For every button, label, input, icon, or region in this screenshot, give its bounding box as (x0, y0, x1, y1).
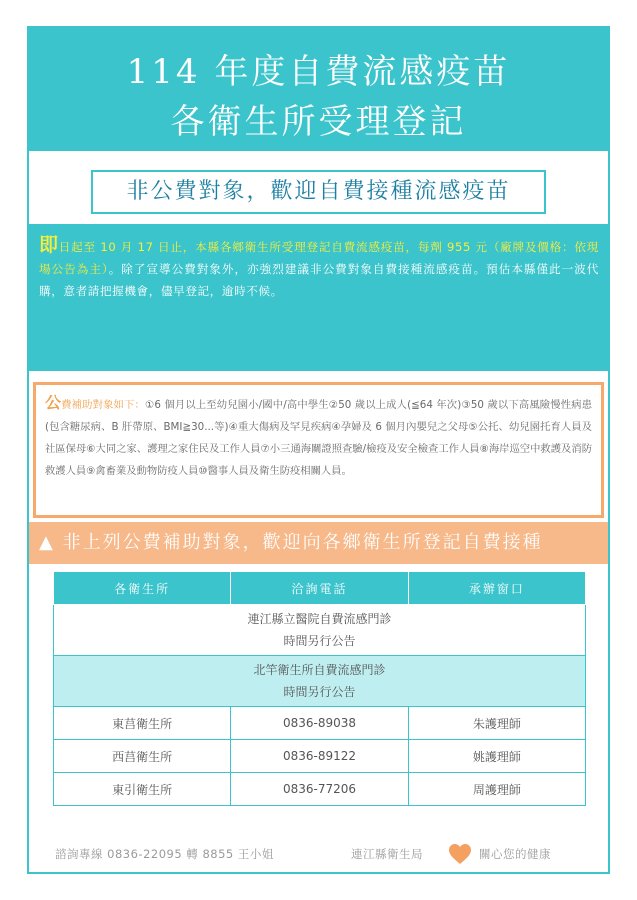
table-row (54, 773, 586, 806)
poster-title-line-2: 各衛生所受理登記 (170, 102, 467, 142)
self-pay-banner: 非公費對象，歡迎自費接種流感疫苗 (91, 170, 546, 214)
health-station-table (53, 571, 586, 806)
beigan-clinic-cell (54, 656, 586, 707)
contact-cell: 周護理師 (408, 773, 585, 806)
intro-part-1: 日起至 10 月 17 日止，本縣各鄉衛生所受理登記自費流感疫苗，每劑 955 元 (58, 240, 488, 254)
orange-banner-text: 非上列公費補助對象，歡迎向各鄉衛生所登記自費接種 (62, 532, 543, 553)
contact-cell: 朱護理師 (408, 707, 585, 740)
intro-band (29, 224, 608, 371)
table-row-merged (54, 605, 586, 656)
title-band (29, 28, 608, 151)
orange-banner-content (39, 522, 543, 564)
phone-cell: 0836-89122 (231, 740, 408, 773)
intro-part-2: 。除了宣導公費對象外，亦強烈建議非公費對象自費接種流感疫苗。預估本縣僅此一波代購，意者請把握機會，儘早登記，逾時不候。 (39, 262, 599, 298)
intro-lead-char: 即 (39, 234, 59, 256)
merged-line-2: 時間另行公告 (283, 634, 356, 648)
table-row-merged (54, 656, 586, 707)
station-cell: 東莒衛生所 (54, 707, 231, 740)
poster-frame (27, 26, 610, 874)
table-row (54, 707, 586, 740)
hotline-text: 諮詢專線 0836-22095 轉 8855 王小姐 (55, 847, 274, 861)
poster-title-line-1: 114 年度自費流感疫苗 (126, 52, 511, 92)
heart-icon (448, 843, 472, 865)
care-slogan: 關心您的健康 (479, 847, 551, 861)
header-contact: 承辦窗口 (408, 572, 585, 605)
subsidy-body: ①6 個月以上至幼兒園小/國中/高中學生②50 歲以上成人(≦64 年次)③50 歲以下高風險慢性病患(包含糖尿病、B 肝帶原、BMI≧30...等)④重大傷病及罕見疾病④孕婦及 6 個月內嬰兒之父母⑤公托、幼兒園托育人員及社區保母⑥大同之家、護理之家住民及工作人員⑦小三通海關證照查驗/檢疫及安全檢查工作人員⑧海岸巡空中救護及消防救護人員⑨禽畜業及動物防疫人員⑩醫事人員及衛生防疫相關人員。 (45, 399, 592, 477)
phone-cell: 0836-77206 (231, 773, 408, 806)
intro-paragraph (39, 234, 599, 302)
station-cell: 西莒衛生所 (54, 740, 231, 773)
subsidy-box (33, 382, 604, 518)
subsidy-lead-rest: 費補助對象如下： (61, 399, 145, 411)
phone-cell: 0836-89038 (231, 707, 408, 740)
merged-line-1: 北竿衛生所自費流感門診 (253, 663, 386, 677)
orange-banner (29, 522, 608, 564)
table-header-row (54, 572, 586, 605)
org-name: 連江縣衛生局 (351, 847, 423, 861)
subsidy-lead-char: 公 (45, 393, 62, 412)
intro-price-note: （廠牌及價格：依現場公告為主） (39, 240, 599, 276)
footer (29, 840, 608, 870)
merged-line-2: 時間另行公告 (283, 685, 356, 699)
contact-cell: 姚護理師 (408, 740, 585, 773)
header-station: 各衛生所 (54, 572, 231, 605)
table-row (54, 740, 586, 773)
triangle-up-icon: ▲ (39, 532, 55, 553)
merged-line-1: 連江縣立醫院自費流感門診 (247, 612, 392, 626)
hospital-clinic-cell (54, 605, 586, 656)
station-cell: 東引衛生所 (54, 773, 231, 806)
header-phone: 洽詢電話 (231, 572, 408, 605)
